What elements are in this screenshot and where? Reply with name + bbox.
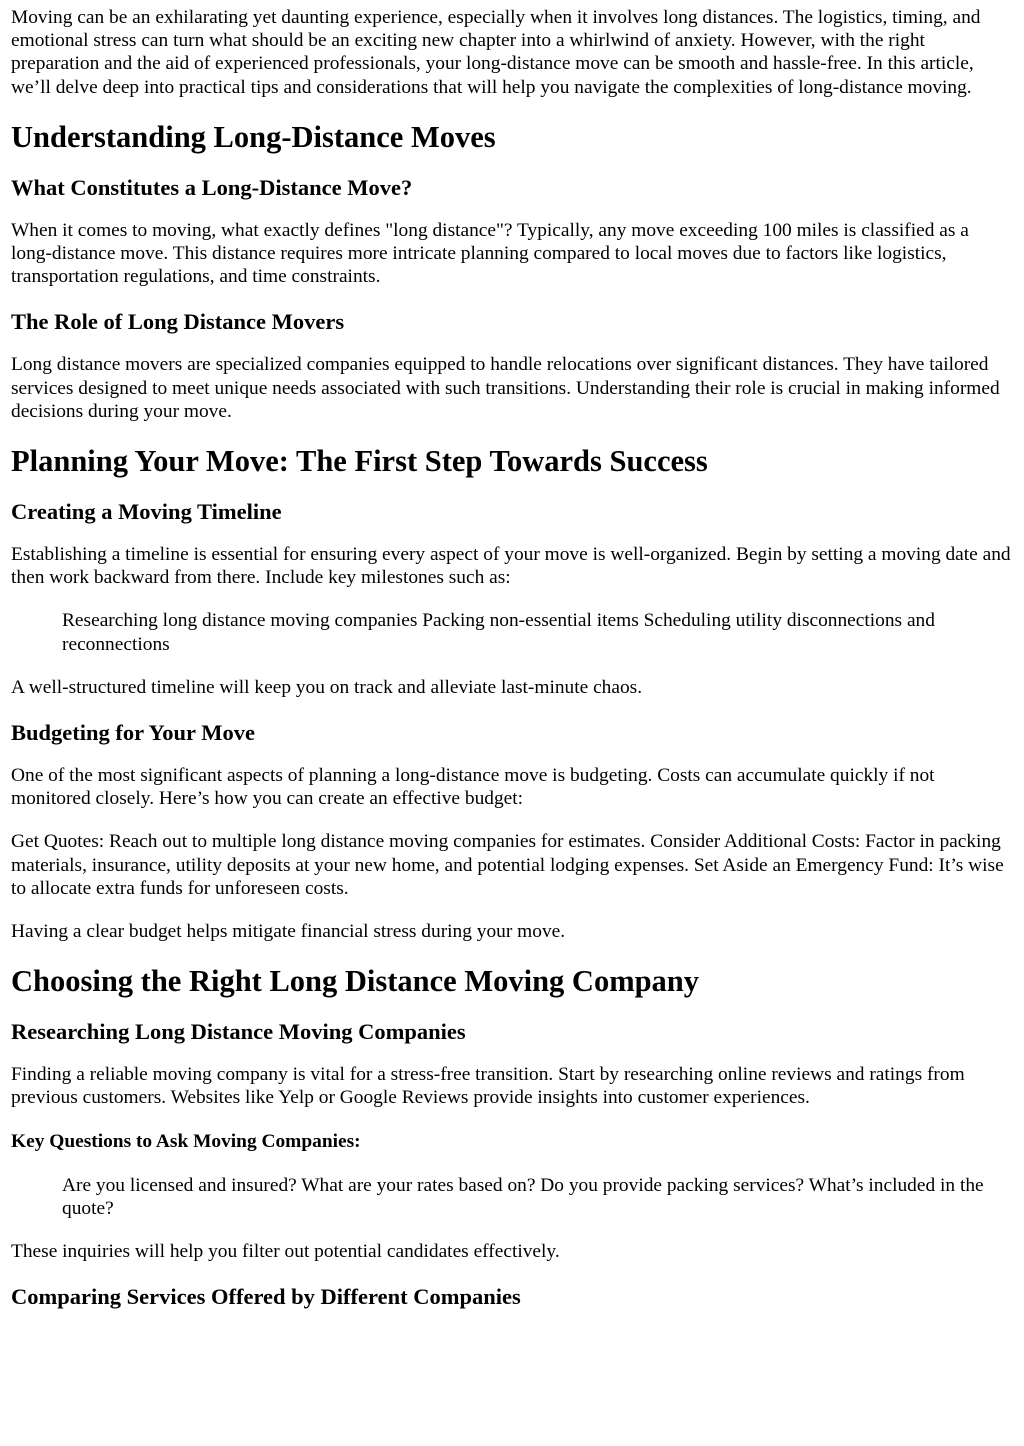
subheading-key-questions: Key Questions to Ask Moving Companies:: [11, 1130, 361, 1152]
section-heading-choosing-company: Choosing the Right Long Distance Moving Company: [11, 964, 700, 999]
paragraph-budget-outro: Having a clear budget helps mitigate financial stress during your move.: [11, 921, 566, 943]
section-heading-understanding: Understanding Long-Distance Moves: [11, 119, 496, 154]
paragraph-inquiries-outro: These inquiries will help you filter out potential candidates effectively.: [11, 1241, 560, 1263]
timeline-milestones-quote: Researching long distance moving companies Packing non-essential items Scheduling utility disconnections and reconnections: [62, 610, 935, 655]
paragraph-long-distance-definition: When it comes to moving, what exactly defines "long distance"? Typically, any move exceeding 100 miles is classified as a long-distance move. This distance requires more intricate planning compared to local moves due to factors like logistics, transportation regulations, and time constraints.: [11, 219, 969, 288]
paragraph-timeline-intro: Establishing a timeline is essential for ensuring every aspect of your move is well-organized. Begin by setting a moving date and then work backward from there. Include key milestones such as:: [11, 544, 1011, 589]
paragraph-timeline-outro: A well-structured timeline will keep you on track and alleviate last-minute chaos.: [11, 676, 643, 698]
subheading-researching-companies: Researching Long Distance Moving Companies: [11, 1019, 466, 1045]
paragraph-budget-tips: Get Quotes: Reach out to multiple long distance moving companies for estimates. Consider Additional Costs: Factor in packing materials, insurance, utility deposits at your new home, and potential lodging expenses. Set Aside an Emergency Fund: It’s wise to allocate extra funds for unforeseen costs.: [11, 831, 1004, 899]
section-heading-planning: Planning Your Move: The First Step Towards Success: [11, 444, 708, 479]
subheading-what-constitutes: What Constitutes a Long-Distance Move?: [11, 174, 413, 200]
paragraph-budget-intro: One of the most significant aspects of planning a long-distance move is budgeting. Costs can accumulate quickly if not monitored closely. Here’s how you can create an effective budget:: [11, 765, 935, 810]
subheading-budgeting: Budgeting for Your Move: [11, 720, 255, 746]
subheading-comparing-services: Comparing Services Offered by Different Companies: [11, 1284, 521, 1310]
paragraph-role-of-movers: Long distance movers are specialized companies equipped to handle relocations over significant distances. They have tailored services designed to meet unique needs associated with such transitions. Understanding their role is crucial in making informed decisions during your move.: [11, 354, 1000, 422]
intro-paragraph: Moving can be an exhilarating yet daunting experience, especially when it involves long distances. The logistics, timing, and emotional stress can turn what should be an exciting new chapter into a whirlwind of anxiety. However, with the right preparation and the aid of experienced professionals, your long-distance move can be smooth and hassle-free. In this article, we’ll delve deep into practical tips and considerations that will help you navigate the complexities of long-distance moving.: [11, 7, 981, 98]
subheading-role-of-movers: The Role of Long Distance Movers: [11, 309, 345, 335]
paragraph-researching-companies: Finding a reliable moving company is vital for a stress-free transition. Start by researching online reviews and ratings from previous customers. Websites like Yelp or Google Reviews provide insights into customer experiences.: [11, 1064, 965, 1109]
key-questions-quote: Are you licensed and insured? What are your rates based on? Do you provide packing services? What’s included in the quote?: [62, 1174, 984, 1219]
subheading-moving-timeline: Creating a Moving Timeline: [11, 499, 282, 525]
